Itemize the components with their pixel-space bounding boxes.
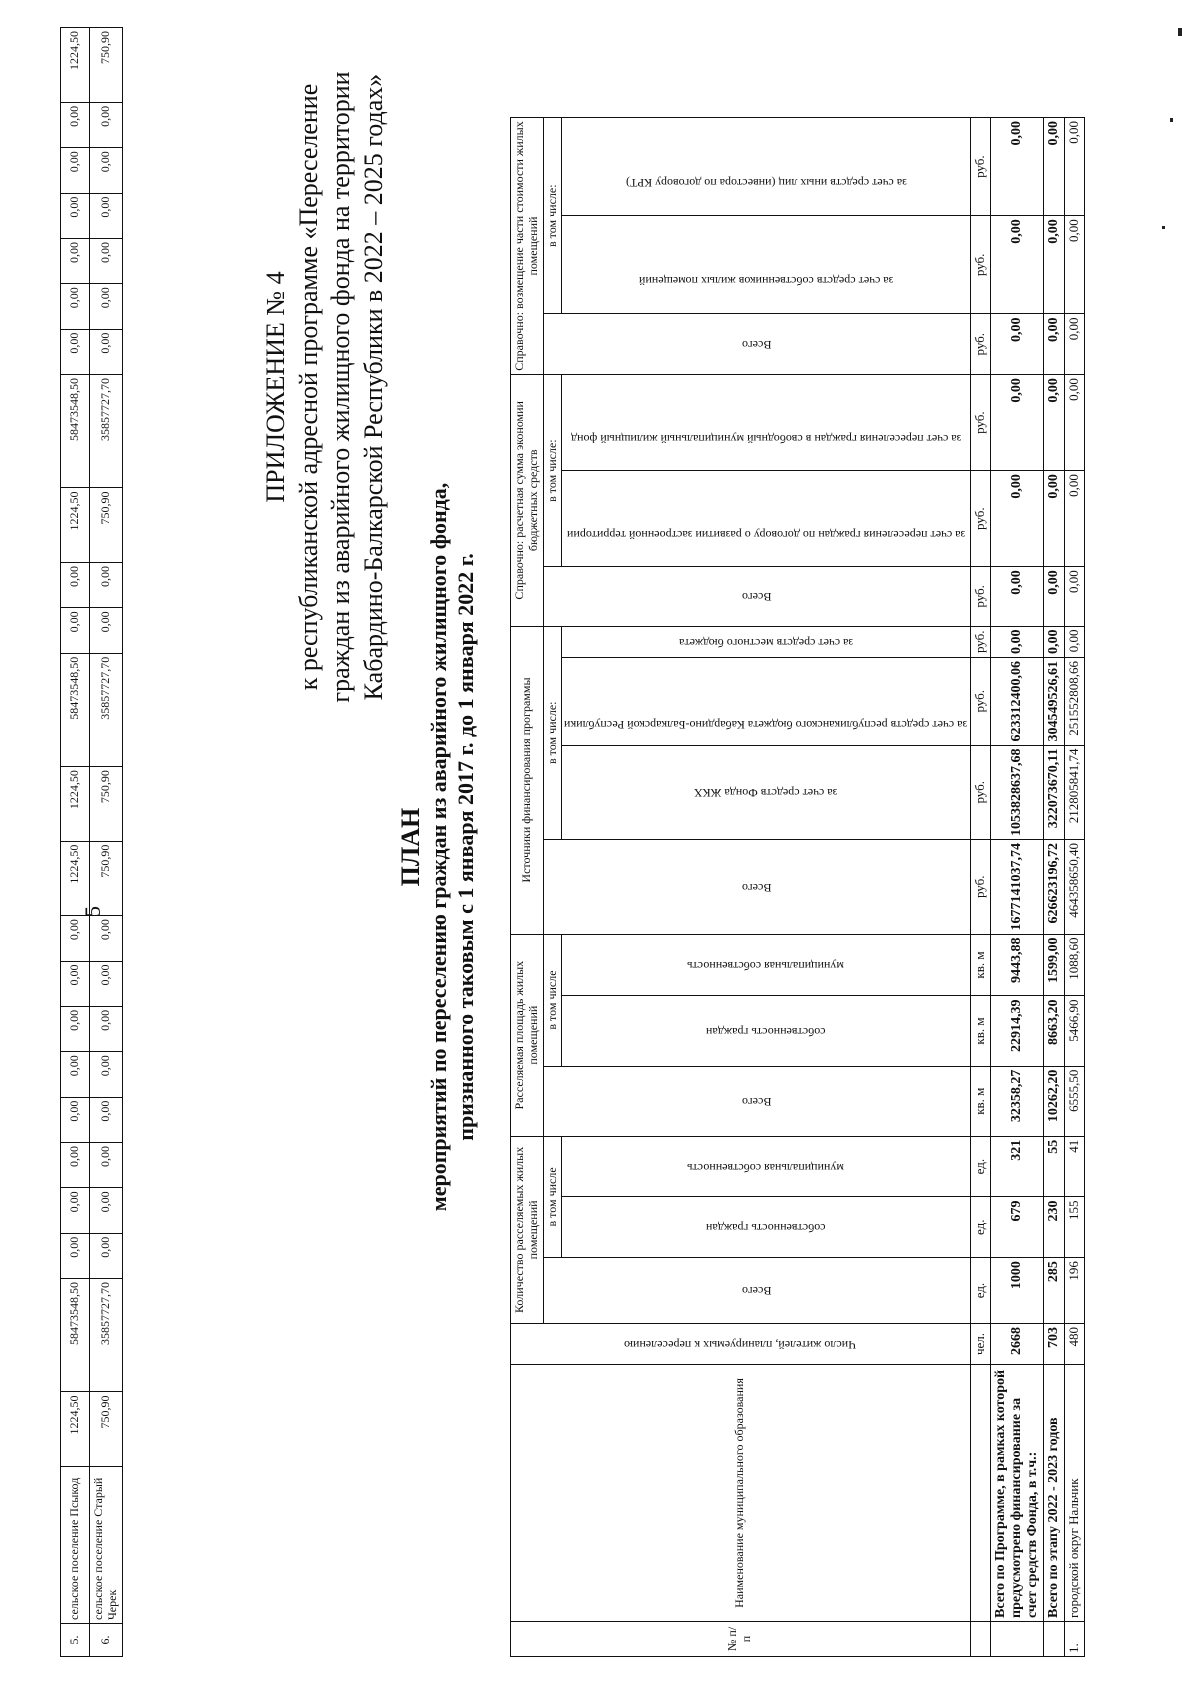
cell-c12: 1224,50 [61, 767, 90, 842]
cell-c5: 0,00 [61, 1142, 90, 1187]
unit-cell: кв. м [970, 934, 990, 996]
appendix-line-4: Кабардино-Балкарской Республики в 2022 – 2025 годах» [358, 73, 388, 701]
row-value: 0,00 [1043, 216, 1064, 314]
cell-c1: 750,90 [90, 1392, 123, 1467]
header-reimb-group: Справочно: возмещение части стоимости жилых помещений [511, 118, 544, 375]
cell-c19: 0,00 [61, 284, 90, 329]
cell-c14: 0,00 [61, 608, 90, 653]
cell-c19: 0,00 [90, 284, 123, 329]
row-value: 22914,39 [990, 996, 1043, 1066]
cell-c8: 0,00 [90, 1006, 123, 1051]
cell-name: сельское поселение Старый Черек [90, 1467, 123, 1624]
units-row [970, 118, 990, 1657]
row-name: Всего по этапу 2022 - 2023 годов [1043, 1365, 1064, 1622]
unit-cell: руб. [970, 471, 990, 567]
header-rooms-group: Количество расселяемых жилых помещений [511, 1136, 544, 1323]
cell-c7: 0,00 [90, 1052, 123, 1097]
row-value: 0,00 [1064, 626, 1084, 658]
row-value: 0,00 [990, 314, 1043, 375]
row-value: 10262,20 [1043, 1066, 1064, 1136]
row-value: 0,00 [990, 375, 1043, 471]
row-num [1043, 1622, 1064, 1657]
row-value: 0,00 [1064, 567, 1084, 626]
row-value: 0,00 [1064, 375, 1084, 471]
row-value: 196 [1064, 1258, 1084, 1324]
cell-c6: 0,00 [61, 1097, 90, 1142]
unit-cell: руб. [970, 216, 990, 314]
header-fin-incl: в том числе: [543, 626, 562, 840]
row-num: 1. [1064, 1622, 1084, 1657]
row-value: 0,00 [1043, 314, 1064, 375]
header-reimb-b: за счет средств иных лиц (инвестора по договору КРТ) [562, 118, 970, 216]
cell-c5: 0,00 [90, 1142, 123, 1187]
unit-cell: кв. м [970, 1066, 990, 1136]
header-area-incl: в том числе [543, 934, 562, 1066]
row-value: 0,00 [1043, 471, 1064, 567]
row-value: 322073670,11 [1043, 745, 1064, 840]
header-econ-incl: в том числе: [543, 375, 562, 567]
cell-c20: 0,00 [90, 238, 123, 283]
row-name: Всего по Программе, в рамках которой предусмотрено финансирование за счет средств Фонда, в т.ч.: [990, 1365, 1043, 1622]
row-value: 212805841,74 [1064, 745, 1084, 840]
unit-cell: ед. [970, 1136, 990, 1197]
cell-c12: 750,90 [90, 767, 123, 842]
unit-cell: руб. [970, 840, 990, 935]
header-num: № п/п [511, 1622, 971, 1657]
header-econ-b: за счет переселения граждан в свободный муниципальный жилищный фонд [562, 375, 970, 471]
appendix-line-1: ПРИЛОЖЕНИЕ № 4 [261, 271, 290, 503]
plan-line-2: признанного таковым с 1 января 2017 г. до 1 января 2022 г. [452, 553, 478, 1141]
unit-cell: руб. [970, 745, 990, 840]
row-value: 9443,88 [990, 934, 1043, 996]
header-residents: Число жителей, планируемых к переселению [511, 1324, 971, 1365]
scan-mark [1178, 28, 1182, 36]
page-number: 5 [80, 906, 105, 917]
table-row [1064, 118, 1084, 1657]
row-value: 285 [1043, 1258, 1064, 1324]
cell-c4: 0,00 [61, 1188, 90, 1233]
cell-c16: 750,90 [90, 488, 123, 563]
header-reimb-a: за счет средств собственников жилых помещений [562, 216, 970, 314]
header-rooms-incl: в том числе [543, 1136, 562, 1257]
row-value: 55 [1043, 1136, 1064, 1197]
row-value: 0,00 [1064, 216, 1084, 314]
cell-c10: 0,00 [90, 916, 123, 961]
unit-cell: руб. [970, 626, 990, 658]
unit-cell: руб. [970, 314, 990, 375]
cell-name: сельское поселение Псыкод [61, 1467, 90, 1624]
cell-c20: 0,00 [61, 238, 90, 283]
row-value: 679 [990, 1197, 1043, 1258]
cell-c6: 0,00 [90, 1097, 123, 1142]
header-rooms-total: Всего [543, 1258, 970, 1324]
row-value: 480 [1064, 1324, 1084, 1365]
continuation-row [61, 28, 90, 1657]
cell-c21: 0,00 [61, 193, 90, 238]
header-rooms-municipal: муниципальная собственность [562, 1136, 970, 1197]
row-value: 0,00 [990, 216, 1043, 314]
row-value: 1599,00 [1043, 934, 1064, 996]
row-value: 0,00 [1043, 118, 1064, 216]
unit-cell: руб. [970, 567, 990, 626]
cell-c23: 0,00 [61, 102, 90, 147]
row-value: 0,00 [1064, 471, 1084, 567]
header-fin-group: Источники финансирования программы [511, 626, 544, 934]
header-republic: за счет средств республиканского бюджета Кабардино-Балкарской Республики [562, 658, 970, 746]
cell-num: 5. [61, 1624, 90, 1657]
row-value: 321 [990, 1136, 1043, 1197]
cell-c7: 0,00 [61, 1052, 90, 1097]
header-reimb-incl: в том числе: [543, 118, 562, 314]
header-name: Наименование муниципального образования [511, 1365, 971, 1622]
cell-c13: 35857727,70 [90, 653, 123, 766]
header-area-group: Расселяемая площадь жилых помещений [511, 934, 544, 1136]
row-value: 0,00 [990, 567, 1043, 626]
header-econ-group: Справочно: расчетная сумма экономии бюджетных средств [511, 375, 544, 626]
unit-cell: ед. [970, 1197, 990, 1258]
cell-c9: 0,00 [61, 961, 90, 1006]
units-spacer [970, 1365, 990, 1622]
cell-c23: 0,00 [90, 102, 123, 147]
cell-c15: 0,00 [61, 562, 90, 607]
cell-c16: 1224,50 [61, 488, 90, 563]
header-local: за счет средств местного бюджета [562, 626, 970, 658]
continuation-row [90, 28, 123, 1657]
header-reimb-total: Всего [543, 314, 970, 375]
row-num [990, 1622, 1043, 1657]
unit-cell: руб. [970, 375, 990, 471]
cell-c14: 0,00 [90, 608, 123, 653]
row-name: городской округ Нальчик [1064, 1365, 1084, 1622]
units-spacer [970, 1622, 990, 1657]
cell-c10: 0,00 [61, 916, 90, 961]
header-area-citizens: собственность граждан [562, 996, 970, 1066]
plan-title: ПЛАН [396, 807, 425, 887]
continuation-table [60, 27, 123, 1657]
unit-cell: руб. [970, 118, 990, 216]
row-value: 41 [1064, 1136, 1084, 1197]
cell-c17: 58473548,50 [61, 375, 90, 488]
row-value: 0,00 [1043, 567, 1064, 626]
cell-c11: 1224,50 [61, 841, 90, 916]
header-econ-a: за счет переселения граждан по договору о развитии застроенной территории [562, 471, 970, 567]
cell-c21: 0,00 [90, 193, 123, 238]
cell-c24: 1224,50 [61, 28, 90, 103]
unit-cell: ед. [970, 1258, 990, 1324]
cell-c15: 0,00 [90, 562, 123, 607]
plan-table [510, 117, 1085, 1657]
cell-c9: 0,00 [90, 961, 123, 1006]
row-value: 0,00 [990, 471, 1043, 567]
row-value: 0,00 [990, 118, 1043, 216]
row-value: 0,00 [990, 626, 1043, 658]
plan-line-1: мероприятий по переселению граждан из аварийного жилищного фонда, [426, 482, 452, 1212]
row-value: 8663,20 [1043, 996, 1064, 1066]
header-fin-total: Всего [543, 840, 970, 935]
cell-num: 6. [90, 1624, 123, 1657]
row-value: 626623196,72 [1043, 840, 1064, 935]
cell-c18: 0,00 [90, 329, 123, 374]
row-value: 230 [1043, 1197, 1064, 1258]
appendix-line-2: к республиканской адресной программе «Переселение [293, 83, 323, 691]
cell-c4: 0,00 [90, 1188, 123, 1233]
cell-c8: 0,00 [61, 1006, 90, 1051]
cell-c1: 1224,50 [61, 1392, 90, 1467]
scan-mark [1162, 226, 1165, 229]
row-value: 0,00 [1064, 118, 1084, 216]
scan-mark [1170, 118, 1173, 122]
row-value: 0,00 [1064, 314, 1084, 375]
row-value: 2668 [990, 1324, 1043, 1365]
unit-cell: чел. [970, 1324, 990, 1365]
table-row [1043, 118, 1064, 1657]
appendix-line-3: граждан из аварийного жилищного фонда на территории [326, 71, 355, 703]
cell-c2: 58473548,50 [61, 1279, 90, 1392]
cell-c11: 750,90 [90, 841, 123, 916]
row-value: 5466,90 [1064, 996, 1084, 1066]
header-econ-total: Всего [543, 567, 970, 626]
header-area-municipal: муниципальная собственность [562, 934, 970, 996]
row-value: 155 [1064, 1197, 1084, 1258]
cell-c18: 0,00 [61, 329, 90, 374]
cell-c3: 0,00 [90, 1233, 123, 1278]
table-row [990, 118, 1043, 1657]
row-value: 1677141037,74 [990, 840, 1043, 935]
cell-c3: 0,00 [61, 1233, 90, 1278]
cell-c22: 0,00 [90, 148, 123, 193]
cell-c17: 35857727,70 [90, 375, 123, 488]
header-area-total: Всего [543, 1066, 970, 1136]
unit-cell: руб. [970, 658, 990, 746]
header-rooms-citizens: собственность граждан [562, 1197, 970, 1258]
cell-c2: 35857727,70 [90, 1279, 123, 1392]
row-value: 703 [1043, 1324, 1064, 1365]
row-value: 623312400,06 [990, 658, 1043, 746]
cell-c24: 750,90 [90, 28, 123, 103]
row-value: 32358,27 [990, 1066, 1043, 1136]
header-fund: за счет средств Фонда ЖКХ [562, 745, 970, 840]
cell-c13: 58473548,50 [61, 653, 90, 766]
cell-c22: 0,00 [61, 148, 90, 193]
unit-cell: кв. м [970, 996, 990, 1066]
row-value: 1088,60 [1064, 934, 1084, 996]
row-value: 1053828637,68 [990, 745, 1043, 840]
row-value: 1000 [990, 1258, 1043, 1324]
row-value: 304549526,61 [1043, 658, 1064, 746]
row-value: 0,00 [1043, 375, 1064, 471]
row-value: 0,00 [1043, 626, 1064, 658]
row-value: 251552808,66 [1064, 658, 1084, 746]
plan-heading [395, 297, 479, 1397]
row-value: 464358650,40 [1064, 840, 1084, 935]
appendix-heading [260, 27, 390, 747]
row-value: 6555,50 [1064, 1066, 1084, 1136]
